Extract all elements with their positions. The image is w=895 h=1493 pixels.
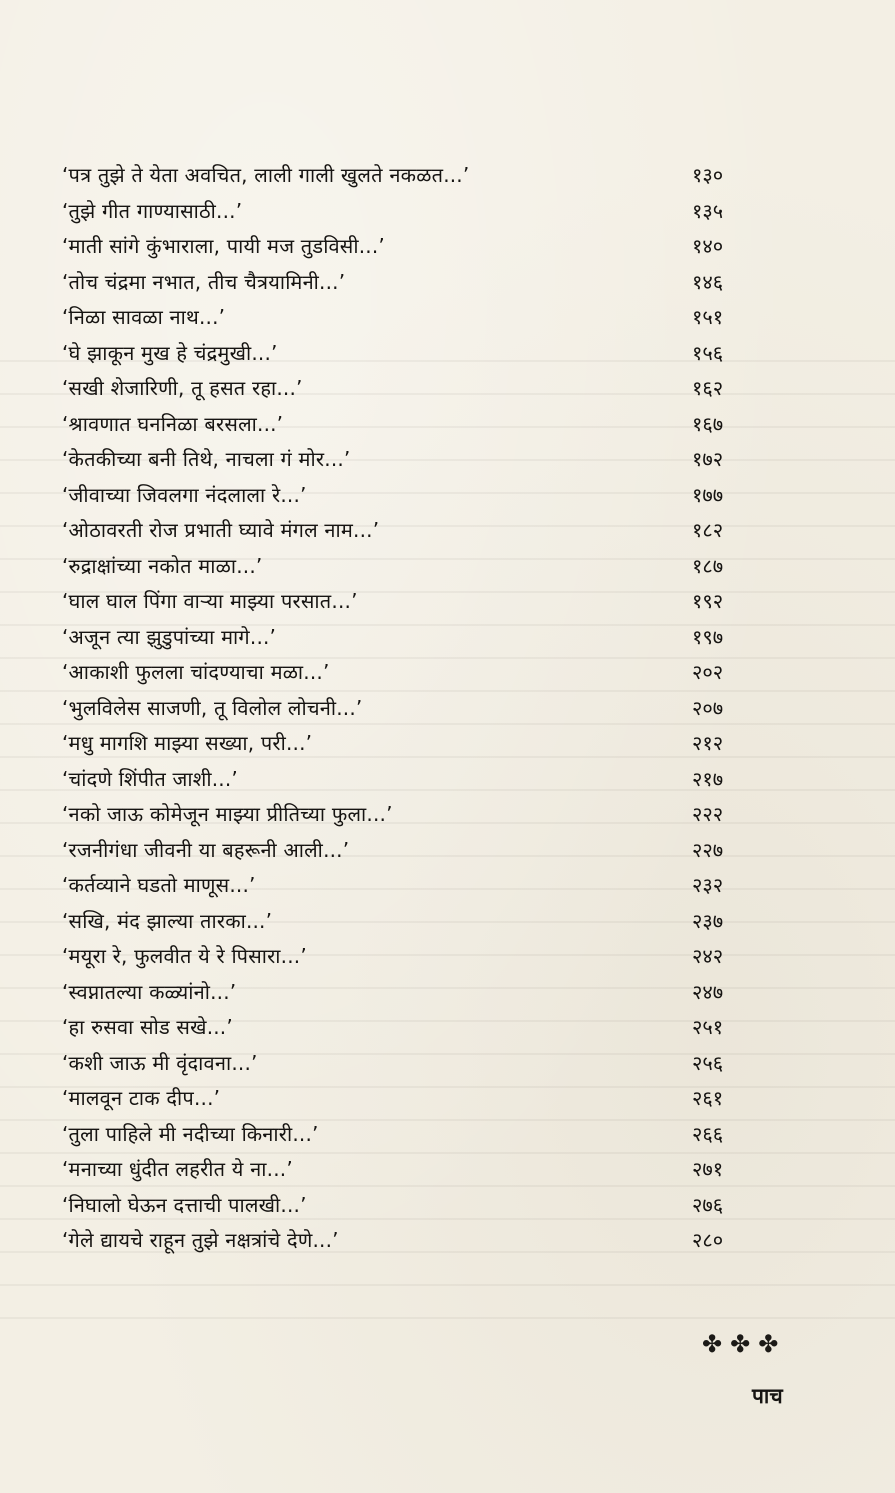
toc-entry [62, 796, 762, 832]
toc-entry-title: ‘सखि, मंद झाल्या तारका...’ [62, 908, 273, 933]
toc-entry-title: ‘भुलविलेस साजणी, तू विलोल लोचनी...’ [62, 695, 363, 720]
table-of-contents [62, 157, 762, 1258]
toc-entry [62, 406, 762, 442]
toc-entry-page-number: २३२ [692, 873, 724, 898]
page-folio: पाच [752, 1384, 783, 1408]
toc-entry-title: ‘जीवाच्या जिवलगा नंदलाला रे...’ [62, 482, 307, 507]
toc-entry-page-number: १६७ [692, 411, 724, 436]
toc-entry-page-number: १४० [692, 234, 724, 259]
toc-entry-title: ‘मालवून टाक दीप...’ [62, 1086, 221, 1111]
toc-entry-title: ‘मधु मागशि माझ्या सख्या, परी...’ [62, 731, 313, 756]
toc-entry-page-number: १३० [692, 163, 724, 188]
toc-entry-page-number: २०७ [692, 695, 724, 720]
toc-entry [62, 1045, 762, 1081]
toc-entry-page-number: २१२ [692, 731, 724, 756]
toc-entry-title: ‘अजून त्या झुडुपांच्या मागे...’ [62, 624, 277, 649]
toc-entry [62, 867, 762, 903]
toc-entry-title: ‘घाल घाल पिंगा वाऱ्या माझ्या परसात...’ [62, 589, 358, 614]
toc-entry-page-number: १९७ [692, 624, 724, 649]
toc-entry-title: ‘ओठावरती रोज प्रभाती घ्यावे मंगल नाम...’ [62, 518, 380, 543]
toc-entry-title: ‘हा रुसवा सोड सखे...’ [62, 1015, 233, 1040]
toc-entry [62, 193, 762, 229]
toc-entry-page-number: २८० [692, 1228, 724, 1253]
toc-entry-page-number: २६१ [692, 1086, 724, 1111]
toc-entry [62, 619, 762, 655]
toc-entry-title: ‘घे झाकून मुख हे चंद्रमुखी...’ [62, 340, 278, 365]
toc-entry [62, 441, 762, 477]
toc-entry-page-number: २४७ [692, 979, 724, 1004]
toc-entry-title: ‘तुला पाहिले मी नदीच्या किनारी...’ [62, 1121, 319, 1146]
toc-entry-title: ‘रजनीगंधा जीवनी या बहरूनी आली...’ [62, 837, 350, 862]
toc-entry-page-number: १५१ [692, 305, 724, 330]
toc-entry-page-number: १७२ [692, 447, 724, 472]
toc-entry-page-number: १८७ [692, 553, 724, 578]
toc-entry-title: ‘केतकीच्या बनी तिथे, नाचला गं मोर...’ [62, 447, 351, 472]
toc-entry [62, 548, 762, 584]
toc-entry [62, 761, 762, 797]
ornament-divider: ✤✤✤ [702, 1330, 787, 1358]
toc-entry-title: ‘रुद्राक्षांच्या नकोत माळा...’ [62, 553, 263, 578]
toc-entry [62, 690, 762, 726]
toc-entry-page-number: २६६ [692, 1121, 724, 1146]
toc-entry [62, 264, 762, 300]
toc-entry [62, 477, 762, 513]
toc-entry-title: ‘चांदणे शिंपीत जाशी...’ [62, 766, 238, 791]
toc-entry [62, 228, 762, 264]
toc-entry [62, 974, 762, 1010]
toc-entry-page-number: १३५ [692, 198, 724, 223]
toc-entry [62, 725, 762, 761]
toc-entry [62, 583, 762, 619]
toc-entry-title: ‘सखी शेजारिणी, तू हसत रहा...’ [62, 376, 303, 401]
toc-entry-title: ‘कशी जाऊ मी वृंदावना...’ [62, 1050, 258, 1075]
toc-entry [62, 1187, 762, 1223]
toc-entry [62, 1009, 762, 1045]
toc-entry-page-number: २५६ [692, 1050, 724, 1075]
toc-entry-page-number: १४६ [692, 269, 724, 294]
toc-entry-page-number: १५६ [692, 340, 724, 365]
toc-entry-title: ‘तुझे गीत गाण्यासाठी...’ [62, 198, 243, 223]
toc-entry-title: ‘श्रावणात घननिळा बरसला...’ [62, 411, 284, 436]
toc-entry-title: ‘आकाशी फुलला चांदण्याचा मळा...’ [62, 660, 330, 685]
toc-entry [62, 832, 762, 868]
toc-entry [62, 938, 762, 974]
toc-entry [62, 1222, 762, 1258]
toc-entry-page-number: २७६ [692, 1192, 724, 1217]
toc-entry-title: ‘निळा सावळा नाथ...’ [62, 305, 226, 330]
toc-entry [62, 335, 762, 371]
toc-entry-title: ‘नको जाऊ कोमेजून माझ्या प्रीतिच्या फुला...’ [62, 802, 393, 827]
toc-entry-page-number: २०२ [692, 660, 724, 685]
toc-entry-page-number: २१७ [692, 766, 724, 791]
toc-entry [62, 299, 762, 335]
toc-entry [62, 1080, 762, 1116]
toc-entry-page-number: २५१ [692, 1015, 724, 1040]
toc-entry-page-number: १९२ [692, 589, 724, 614]
toc-entry-title: ‘मयूरा रे, फुलवीत ये रे पिसारा...’ [62, 944, 307, 969]
toc-entry-title: ‘तोच चंद्रमा नभात, तीच चैत्रयामिनी...’ [62, 269, 346, 294]
toc-entry-title: ‘कर्तव्याने घडतो माणूस...’ [62, 873, 256, 898]
toc-entry-page-number: १७७ [692, 482, 724, 507]
toc-entry-title: ‘माती सांगे कुंभाराला, पायी मज तुडविसी...’ [62, 234, 385, 259]
toc-entry [62, 1151, 762, 1187]
toc-entry-title: ‘पत्र तुझे ते येता अवचित, लाली गाली खुलते नकळत...’ [62, 163, 470, 188]
toc-entry-page-number: २७१ [692, 1157, 724, 1182]
toc-entry-page-number: २४२ [692, 944, 724, 969]
toc-entry-page-number: १८२ [692, 518, 724, 543]
toc-entry-page-number: १६२ [692, 376, 724, 401]
toc-entry-title: ‘मनाच्या धुंदीत लहरीत ये ना...’ [62, 1157, 293, 1182]
toc-entry-title: ‘गेले द्यायचे राहून तुझे नक्षत्रांचे देणे...’ [62, 1228, 339, 1253]
toc-entry-title: ‘स्वप्नातल्या कळ्यांनो...’ [62, 979, 237, 1004]
toc-entry-title: ‘निघालो घेऊन दत्ताची पालखी...’ [62, 1192, 307, 1217]
toc-entry [62, 1116, 762, 1152]
toc-entry [62, 370, 762, 406]
toc-entry [62, 157, 762, 193]
toc-entry-page-number: २२२ [692, 802, 724, 827]
toc-entry [62, 654, 762, 690]
toc-entry-page-number: २३७ [692, 908, 724, 933]
toc-entry [62, 512, 762, 548]
toc-entry-page-number: २२७ [692, 837, 724, 862]
toc-entry [62, 903, 762, 939]
